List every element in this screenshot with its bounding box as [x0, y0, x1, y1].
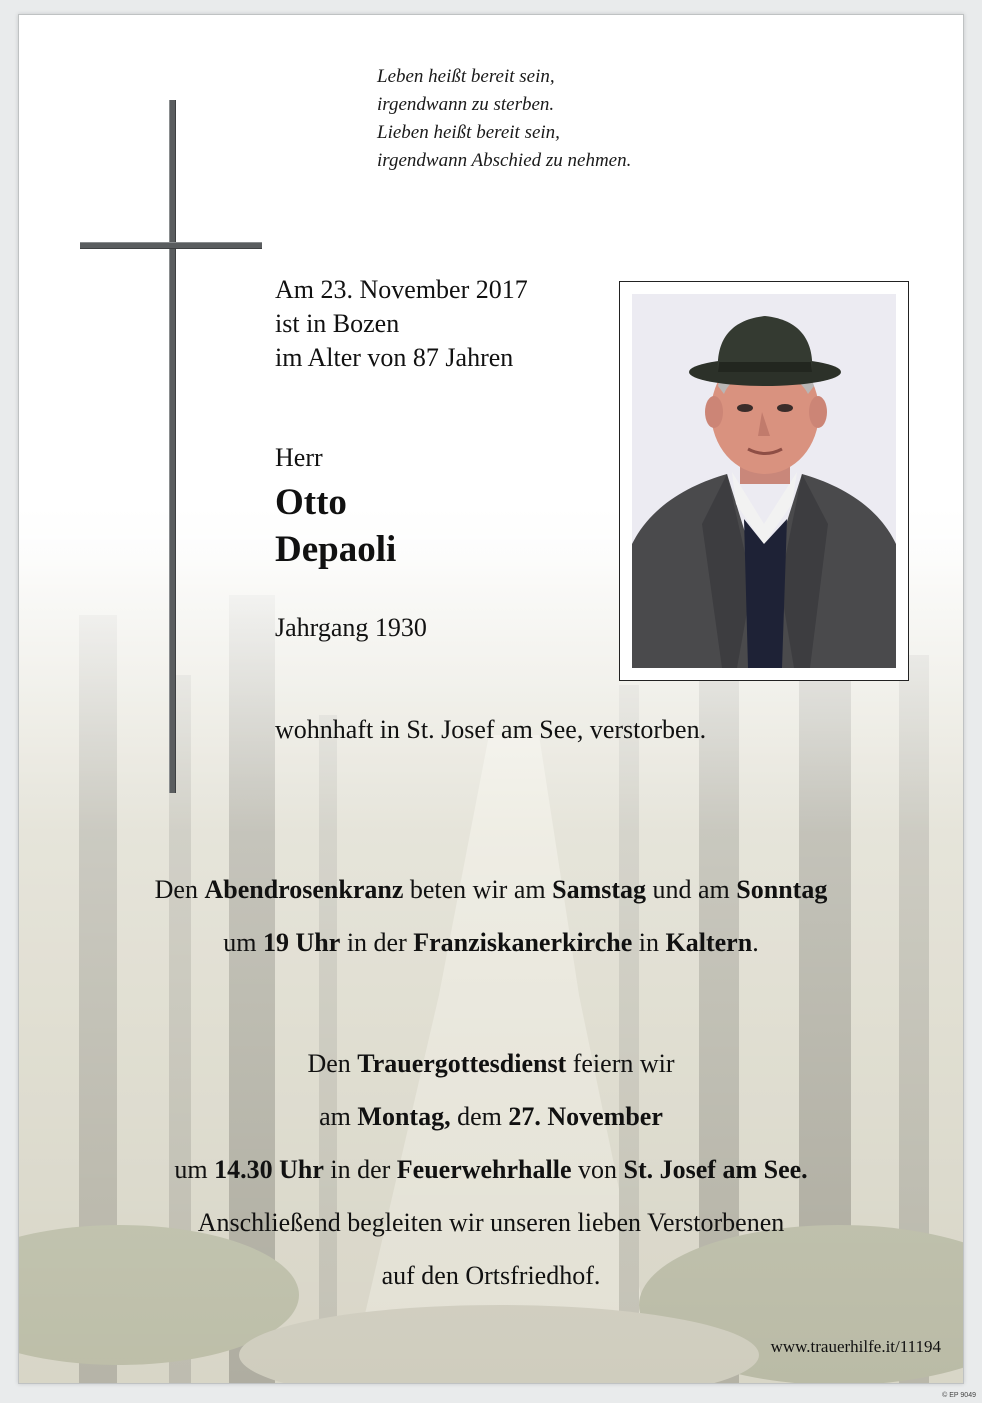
rosary-town: Kaltern: [665, 928, 753, 957]
text: um: [174, 1155, 215, 1184]
cross-horizontal-beam: [80, 242, 262, 249]
text: feiern wir: [566, 1049, 675, 1078]
day-sunday: Sonntag: [736, 875, 828, 904]
salutation: Herr: [275, 443, 323, 472]
text: in: [632, 928, 666, 957]
text: beten wir am: [403, 875, 553, 904]
service-term: Trauergottesdienst: [357, 1049, 567, 1078]
service-date: 27. November: [508, 1102, 663, 1131]
text: um: [223, 928, 264, 957]
portrait-frame: [619, 281, 909, 681]
print-code: © EP 9049: [942, 1392, 976, 1399]
text: in der: [323, 1155, 397, 1184]
text: .: [752, 928, 759, 957]
rosary-time: 19 Uhr: [263, 928, 341, 957]
first-name: Otto: [275, 482, 347, 523]
residence-line: wohnhaft in St. Josef am See, verstorben.: [275, 715, 707, 744]
text: in der: [340, 928, 414, 957]
rosary-term: Abendrosenkranz: [204, 875, 404, 904]
service-day: Montag,: [357, 1102, 451, 1131]
text: Den: [307, 1049, 358, 1078]
service-time: 14.30 Uhr: [214, 1155, 324, 1184]
death-announcement: [275, 273, 528, 375]
intro-line: Am 23. November 2017: [275, 275, 528, 304]
service-line-1: [19, 1037, 963, 1090]
service-venue: Feuerwehrhalle: [396, 1155, 572, 1184]
text: am: [319, 1102, 358, 1131]
rosary-line-2: [19, 916, 963, 969]
verse-line: Lieben heißt bereit sein,: [377, 122, 560, 143]
verse-line: irgendwann Abschied zu nehmen.: [377, 150, 632, 171]
service-place: St. Josef am See.: [623, 1155, 808, 1184]
service-line-5: auf den Ortsfriedhof.: [381, 1261, 601, 1290]
verse-line: irgendwann zu sterben.: [377, 94, 555, 115]
obituary-sheet: [18, 14, 964, 1384]
website-link[interactable]: www.trauerhilfe.it/11194: [770, 1337, 941, 1356]
intro-line: ist in Bozen: [275, 309, 400, 338]
service-line-4: Anschließend begleiten wir unseren lieben Verstorbenen: [197, 1208, 785, 1237]
rosary-church: Franziskanerkirche: [413, 928, 633, 957]
service-line-3: [19, 1143, 963, 1196]
text: Den: [154, 875, 205, 904]
deceased-name: [275, 479, 396, 573]
text: und am: [646, 875, 737, 904]
service-line-2: [19, 1090, 963, 1143]
birth-year: Jahrgang 1930: [275, 613, 427, 642]
rosary-line-1: [19, 863, 963, 916]
intro-line: im Alter von 87 Jahren: [275, 343, 514, 372]
cross-vertical-beam: [169, 100, 176, 793]
verse: [377, 63, 631, 175]
portrait-photo: [632, 294, 896, 668]
text: von: [571, 1155, 624, 1184]
text: dem: [450, 1102, 509, 1131]
day-saturday: Samstag: [552, 875, 647, 904]
rosary-announcement: [19, 863, 963, 969]
last-name: Depaoli: [275, 529, 397, 570]
verse-line: Leben heißt bereit sein,: [377, 66, 555, 87]
funeral-service-announcement: [19, 1037, 963, 1302]
